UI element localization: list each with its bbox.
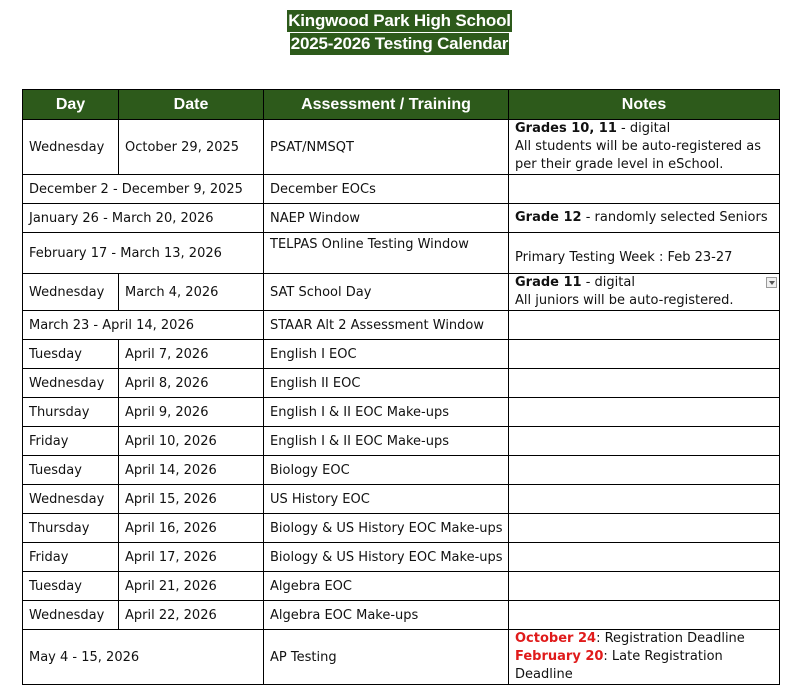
table-row xyxy=(23,204,780,233)
day-cell[interactable]: Friday xyxy=(23,543,119,572)
day-cell[interactable]: Friday xyxy=(23,427,119,456)
notes-cell[interactable] xyxy=(509,630,780,685)
table-row xyxy=(23,427,780,456)
assessment-cell[interactable]: Algebra EOC Make-ups xyxy=(264,601,509,630)
table-row xyxy=(23,485,780,514)
date-cell[interactable]: April 22, 2026 xyxy=(119,601,264,630)
notes-cell[interactable] xyxy=(509,340,780,369)
date-cell[interactable]: April 16, 2026 xyxy=(119,514,264,543)
notes-cell[interactable] xyxy=(509,311,780,340)
table-row xyxy=(23,311,780,340)
table-row xyxy=(23,274,780,311)
column-header-date: Date xyxy=(119,90,264,120)
column-header-assessment: Assessment / Training xyxy=(264,90,509,120)
table-row xyxy=(23,340,780,369)
day-cell[interactable]: Thursday xyxy=(23,514,119,543)
date-cell[interactable]: April 9, 2026 xyxy=(119,398,264,427)
column-header-day: Day xyxy=(23,90,119,120)
notes-cell[interactable] xyxy=(509,485,780,514)
assessment-cell[interactable]: TELPAS Online Testing Window xyxy=(264,233,509,274)
day-cell[interactable]: Wednesday xyxy=(23,274,119,311)
assessment-cell[interactable]: Biology & US History EOC Make-ups xyxy=(264,543,509,572)
notes-cell[interactable] xyxy=(509,369,780,398)
date-cell[interactable]: April 7, 2026 xyxy=(119,340,264,369)
notes-cell[interactable] xyxy=(509,601,780,630)
notes-cell[interactable] xyxy=(509,543,780,572)
table-row xyxy=(23,369,780,398)
table-row xyxy=(23,456,780,485)
assessment-cell[interactable]: SAT School Day xyxy=(264,274,509,311)
day-cell[interactable]: Wednesday xyxy=(23,120,119,175)
date-range-cell[interactable]: March 23 - April 14, 2026 xyxy=(23,311,264,340)
table-row xyxy=(23,514,780,543)
school-name: Kingwood Park High School xyxy=(288,11,511,30)
registration-deadline-label: : Registration Deadline xyxy=(596,631,745,646)
assessment-cell[interactable]: STAAR Alt 2 Assessment Window xyxy=(264,311,509,340)
day-cell[interactable]: Tuesday xyxy=(23,456,119,485)
date-range-cell[interactable]: February 17 - March 13, 2026 xyxy=(23,233,264,274)
assessment-cell[interactable]: English II EOC xyxy=(264,369,509,398)
notes-cell[interactable] xyxy=(509,398,780,427)
notes-cell[interactable] xyxy=(509,233,780,274)
day-cell[interactable]: Wednesday xyxy=(23,601,119,630)
notes-cell[interactable] xyxy=(509,456,780,485)
date-cell[interactable]: April 21, 2026 xyxy=(119,572,264,601)
table-row xyxy=(23,572,780,601)
late-registration-deadline-label: : Late Registration Deadline xyxy=(515,649,723,682)
late-registration-deadline-date: February 20 xyxy=(515,649,604,664)
date-cell[interactable]: April 8, 2026 xyxy=(119,369,264,398)
assessment-cell[interactable]: December EOCs xyxy=(264,175,509,204)
notes-cell[interactable] xyxy=(509,514,780,543)
page-title xyxy=(0,10,799,55)
calendar-title: 2025-2026 Testing Calendar xyxy=(290,34,509,53)
notes-cell[interactable] xyxy=(509,427,780,456)
day-cell[interactable]: Thursday xyxy=(23,398,119,427)
table-header-row xyxy=(23,90,780,120)
notes-text: - randomly selected Seniors xyxy=(581,210,768,225)
assessment-cell[interactable]: English I & II EOC Make-ups xyxy=(264,427,509,456)
table-row xyxy=(23,543,780,572)
notes-grade-label: Grade 12 xyxy=(515,210,582,225)
assessment-cell[interactable]: Biology EOC xyxy=(264,456,509,485)
notes-cell[interactable] xyxy=(509,274,780,311)
assessment-cell[interactable]: US History EOC xyxy=(264,485,509,514)
column-header-notes: Notes xyxy=(509,90,780,120)
assessment-cell[interactable]: English I EOC xyxy=(264,340,509,369)
assessment-cell[interactable]: NAEP Window xyxy=(264,204,509,233)
date-range-cell[interactable]: January 26 - March 20, 2026 xyxy=(23,204,264,233)
date-range-cell[interactable]: May 4 - 15, 2026 xyxy=(23,630,264,685)
date-cell[interactable]: April 15, 2026 xyxy=(119,485,264,514)
table-row xyxy=(23,120,780,175)
assessment-cell[interactable]: English I & II EOC Make-ups xyxy=(264,398,509,427)
table-row xyxy=(23,398,780,427)
notes-cell[interactable] xyxy=(509,175,780,204)
day-cell[interactable]: Wednesday xyxy=(23,485,119,514)
date-cell[interactable]: March 4, 2026 xyxy=(119,274,264,311)
notes-text: - digital xyxy=(616,121,671,136)
table-row xyxy=(23,630,780,685)
testing-calendar-table xyxy=(22,89,780,685)
date-cell[interactable]: October 29, 2025 xyxy=(119,120,264,175)
table-row xyxy=(23,175,780,204)
date-cell[interactable]: April 17, 2026 xyxy=(119,543,264,572)
date-cell[interactable]: April 10, 2026 xyxy=(119,427,264,456)
table-row xyxy=(23,233,780,274)
date-cell[interactable]: April 14, 2026 xyxy=(119,456,264,485)
dropdown-arrow-icon[interactable] xyxy=(766,277,777,288)
notes-text: - digital xyxy=(581,275,635,290)
date-range-cell[interactable]: December 2 - December 9, 2025 xyxy=(23,175,264,204)
registration-deadline-date: October 24 xyxy=(515,631,597,646)
table-row xyxy=(23,601,780,630)
day-cell[interactable]: Wednesday xyxy=(23,369,119,398)
assessment-cell[interactable]: Biology & US History EOC Make-ups xyxy=(264,514,509,543)
assessment-cell[interactable]: AP Testing xyxy=(264,630,509,685)
notes-cell[interactable] xyxy=(509,120,780,175)
notes-grade-label: Grades 10, 11 xyxy=(515,121,617,136)
assessment-cell[interactable]: Algebra EOC xyxy=(264,572,509,601)
assessment-cell[interactable]: PSAT/NMSQT xyxy=(264,120,509,175)
notes-detail: All juniors will be auto-registered. xyxy=(515,293,734,308)
notes-text: Primary Testing Week : Feb 23-27 xyxy=(515,250,733,265)
day-cell[interactable]: Tuesday xyxy=(23,572,119,601)
notes-detail: All students will be auto-registered as per their grade level in eSchool. xyxy=(515,139,761,172)
day-cell[interactable]: Tuesday xyxy=(23,340,119,369)
notes-cell[interactable] xyxy=(509,204,780,233)
notes-cell[interactable] xyxy=(509,572,780,601)
notes-grade-label: Grade 11 xyxy=(515,275,582,290)
